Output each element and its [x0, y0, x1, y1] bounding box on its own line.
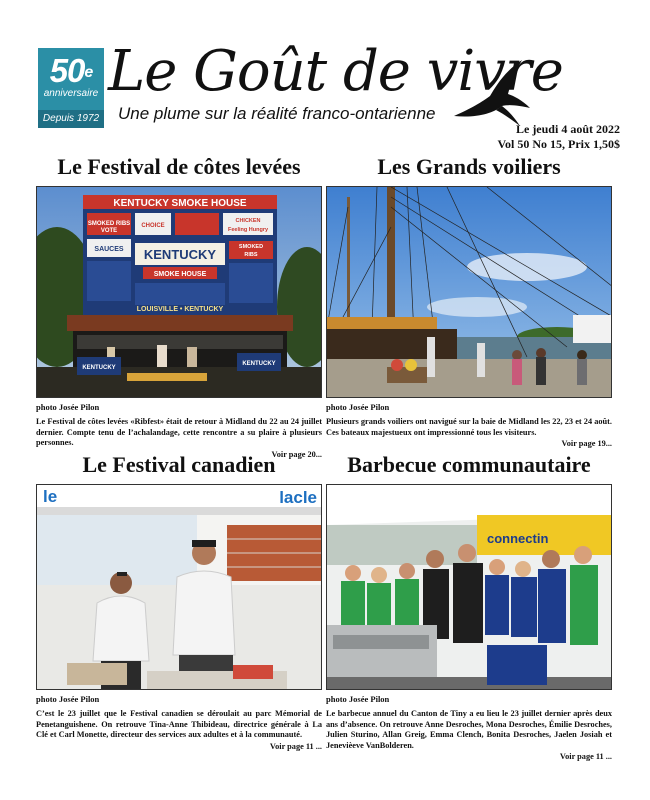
newspaper-title: Le Goût de vivre [108, 39, 563, 104]
see-more-link[interactable]: Voir page 20... [271, 449, 322, 459]
photo-tall-ships [326, 186, 612, 398]
photo-credit: photo Josée Pilon [326, 402, 390, 412]
banner-right-text: lacle [279, 488, 317, 507]
headline: Le Festival de côtes levées [57, 154, 301, 179]
article-caption: Le Festival de côtes levées «Ribfest» était de retour à Midland du 22 au 24 juillet dernier. Compte tenu de l’achalandage, cette rencontre a su plaire à plusieurs personnes. [36, 417, 322, 448]
article-caption: Plusieurs grands voiliers ont navigué sur la baie de Midland les 22, 23 et 24 août. Ces bateaux majestueux ont impressionné tous les visiteurs. [326, 417, 612, 437]
see-more-link[interactable]: Voir page 11 ... [559, 752, 612, 762]
headline: Le Festival canadien [82, 452, 276, 477]
sign-chicken-text: CHICKEN [235, 218, 261, 224]
issue-volume: Vol 50 No 15, Prix 1,50$ [497, 137, 620, 151]
photo-credit: photo Josée Pilon [36, 402, 100, 412]
sign-small-left-text: KENTUCKY [82, 365, 116, 371]
badge-number: 50 [49, 52, 85, 89]
sign-choice-text: CHOICE [141, 223, 165, 229]
badge-since: Depuis 1972 [38, 110, 104, 128]
headline: Barbecue communautaire [347, 452, 591, 477]
article-caption: C’est le 23 juillet que le Festival canadien se déroulait au parc Mémorial de Penetanguishene. On retrouve Tina-Anne Thibideau, directrice générale à La Clé et Carl Monette, directeur des services aux adultes et à la communauté. [36, 709, 322, 740]
sign-sub-text: SMOKE HOUSE [153, 271, 207, 278]
photo-credit: photo Josée Pilon [326, 694, 390, 704]
barbecue-scene [327, 485, 612, 690]
photo-barbecue [326, 484, 612, 690]
badge-text: anniversaire [43, 88, 99, 99]
sign-top-text: KENTUCKY SMOKE HOUSE [113, 198, 247, 209]
sign-sauces-text: SAUCES [94, 246, 124, 253]
newspaper-subtitle: Une plume sur la réalité franco-ontarienne [118, 104, 436, 123]
dateline [497, 122, 620, 152]
ribfest-scene [37, 187, 322, 398]
photo-credit: photo Josée Pilon [36, 694, 100, 704]
see-more-link[interactable]: Voir page 19... [561, 439, 612, 449]
article-barbecue [326, 452, 612, 762]
banner-left-text: le [43, 487, 58, 506]
swallow-bird-icon [452, 56, 532, 128]
sign-small-right-text: KENTUCKY [242, 361, 276, 367]
article-festival-canadien [36, 452, 322, 752]
see-more-link[interactable]: Voir page 11 ... [269, 741, 322, 751]
festival-canadien-scene [37, 485, 322, 690]
sign-bottom-text: LOUISVILLE • KENTUCKY [136, 306, 224, 313]
sign-ribs-text: SMOKED RIBS [87, 221, 131, 227]
badge-suffix: e [84, 64, 93, 81]
banner-text: connectin [487, 531, 549, 546]
issue-date: Le jeudi 4 août 2022 [515, 122, 620, 136]
anniversary-badge [38, 48, 104, 128]
article-caption: Le barbecue annuel du Canton de Tiny a eu lieu le 23 juillet dernier après deux ans d’absence. On retrouve Anne Desroches, Mona Desroches, Émilie Desroches, Julien Sturino, Allan Greig, Emma Clench, Bonita Desroches, Jaelen Josiah et Jenevièeve VanBolderen. [326, 709, 612, 750]
sign-vote-text: VOTE [100, 228, 118, 234]
article-ribfest [36, 154, 322, 460]
sign-ribs2-text: RIBS [244, 252, 258, 258]
headline: Les Grands voiliers [377, 154, 561, 179]
photo-festival-canadien [36, 484, 322, 690]
sign-smoked-text: SMOKED [238, 244, 264, 250]
photo-ribfest [36, 186, 322, 398]
tall-ships-scene [327, 187, 612, 398]
sign-feeling-text: Feeling Hungry [227, 227, 269, 233]
article-tall-ships [326, 154, 612, 449]
sign-main-text: KENTUCKY [143, 247, 217, 262]
